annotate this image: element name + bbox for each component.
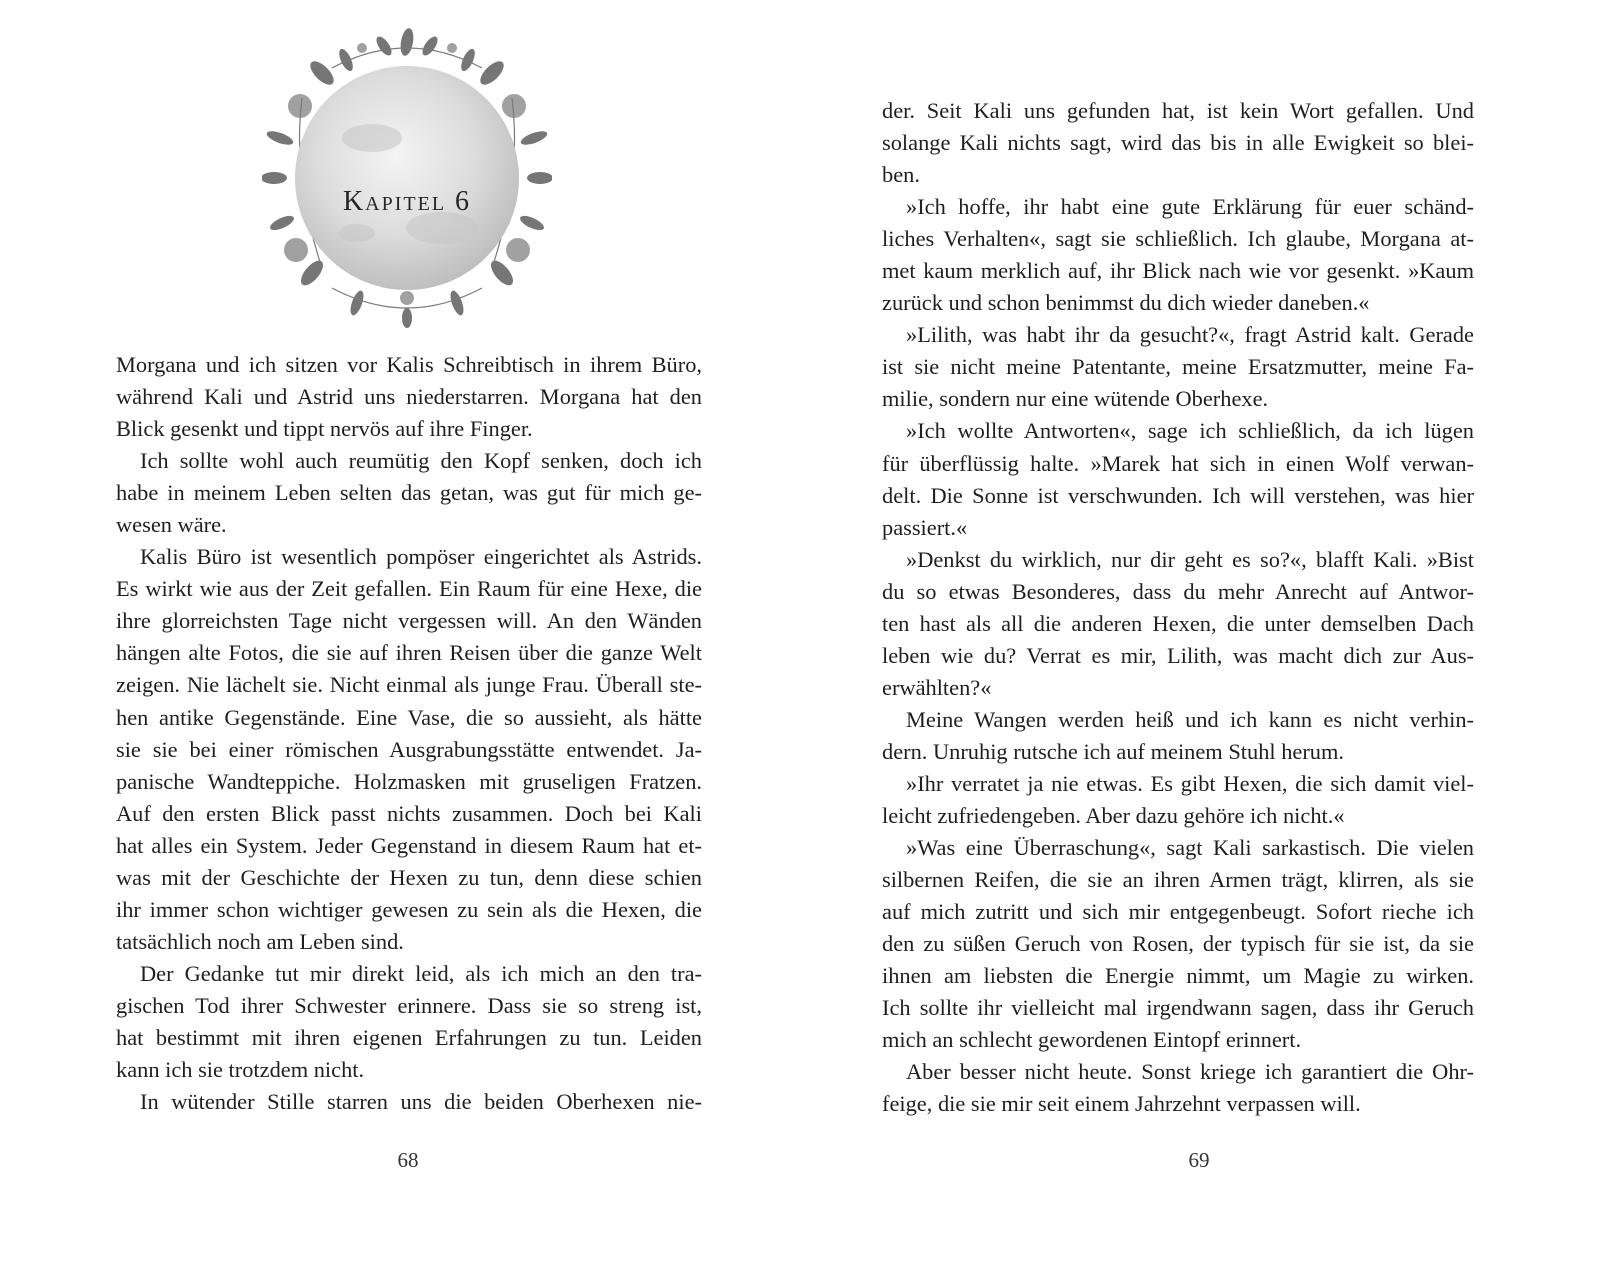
- text-line: ihre glorreichsten Tage nicht vergessen will. An den Wänden: [116, 608, 702, 634]
- text-line: auf mich zutritt und sich mir entgegenbeugt. Sofort rieche ich: [882, 899, 1474, 925]
- text-line: hen antike Gegenstände. Eine Vase, die so aussieht, als hätte: [116, 704, 702, 730]
- text-line: hat bestimmt mit ihren eigenen Erfahrungen zu tun. Leiden: [116, 1024, 702, 1050]
- page-number: 68: [397, 1148, 419, 1172]
- floral-wreath-moon-icon: [262, 28, 552, 328]
- text-line: Ich sollte wohl auch reumütig den Kopf senken, doch ich: [140, 448, 702, 474]
- text-line: der. Seit Kali uns gefunden hat, ist kein Wort gefallen. Und: [882, 98, 1474, 123]
- text-line: delt. Die Sonne ist verschwunden. Ich will verstehen, was hier: [882, 482, 1474, 508]
- text-line: ten hast als all die anderen Hexen, die unter demselben Dach: [882, 610, 1474, 636]
- chapter-emblem: [262, 28, 552, 328]
- text-line: Morgana und ich sitzen vor Kalis Schreibtisch in ihrem Büro,: [116, 352, 702, 377]
- text-line: sie sie bei einer römischen Ausgrabungsstätte entwendet. Ja-: [116, 736, 702, 762]
- text-line: ist sie nicht meine Patentante, meine Ersatzmutter, meine Fa-: [882, 354, 1474, 380]
- text-line: Aber besser nicht heute. Sonst kriege ich garantiert die Ohr-: [906, 1059, 1474, 1085]
- text-line: hat alles ein System. Jeder Gegenstand in diesem Raum hat et-: [116, 832, 702, 858]
- left-page-body: [116, 349, 702, 1118]
- text-line: »Ich hoffe, ihr habt eine gute Erklärung für euer schänd-: [906, 194, 1474, 220]
- text-line: Kalis Büro ist wesentlich pompöser eingerichtet als Astrids.: [140, 544, 702, 570]
- text-line: dern. Unruhig rutsche ich auf meinem Stuhl herum.: [882, 738, 1345, 764]
- chapter-title: Kapitel 6: [342, 186, 472, 217]
- text-line: ihnen am liebsten die Energie nimmt, um Magie zu wirken.: [882, 963, 1474, 989]
- text-line: silbernen Reifen, die sie an ihren Armen trägt, klirren, als sie: [882, 867, 1474, 893]
- text-line: liches Verhalten«, sagt sie schließlich. Ich glaube, Morgana at-: [882, 226, 1474, 252]
- text-line: leicht zufriedengeben. Aber dazu gehöre ich nicht.«: [882, 803, 1345, 829]
- text-line: Meine Wangen werden heiß und ich kann es nicht verhin-: [906, 706, 1474, 732]
- text-line: »Lilith, was habt ihr da gesucht?«, fragt Astrid kalt. Gerade: [906, 322, 1474, 348]
- text-line: habe in meinem Leben selten das getan, was gut für mich ge-: [116, 480, 702, 506]
- right-page-body: [882, 95, 1474, 1121]
- page-number: 69: [1188, 1148, 1210, 1172]
- text-line: ben.: [882, 162, 920, 188]
- text-line: den zu süßen Geruch von Rosen, der typisch für sie ist, da sie: [882, 931, 1474, 957]
- text-line: Ich sollte ihr vielleicht mal irgendwann sagen, dass ihr Geruch: [882, 995, 1474, 1021]
- text-line: ihr immer schon wichtiger gewesen zu sein als die Hexen, die: [116, 896, 702, 922]
- text-line: Blick gesenkt und tippt nervös auf ihre Finger.: [116, 416, 533, 442]
- text-line: Der Gedanke tut mir direkt leid, als ich mich an den tra-: [140, 960, 702, 986]
- text-line: »Denkst du wirklich, nur dir geht es so?«, blafft Kali. »Bist: [906, 546, 1474, 572]
- text-line: während Kali und Astrid uns niederstarren. Morgana hat den: [116, 384, 702, 410]
- text-line: für überflüssig halte. »Marek hat sich in einen Wolf verwan-: [882, 450, 1474, 476]
- text-line: kann ich sie trotzdem nicht.: [116, 1057, 365, 1083]
- text-line: »Ihr verratet ja nie etwas. Es gibt Hexen, die sich damit viel-: [906, 770, 1474, 796]
- text-line: wesen wäre.: [116, 512, 227, 538]
- text-line: »Was eine Überraschung«, sagt Kali sarkastisch. Die vielen: [906, 835, 1474, 861]
- text-line: »Ich wollte Antworten«, sage ich schließlich, da ich lügen: [906, 418, 1474, 444]
- text-line: was mit der Geschichte der Hexen zu tun, denn diese schien: [116, 864, 702, 890]
- text-line: solange Kali nichts sagt, wird das bis in alle Ewigkeit so blei-: [882, 130, 1474, 156]
- text-line: leben wie du? Verrat es mir, Lilith, was macht dich zur Aus-: [882, 642, 1474, 668]
- text-line: zeigen. Nie lächelt sie. Nicht einmal als junge Frau. Überall ste-: [116, 672, 702, 698]
- text-line: mich an schlecht gewordenen Eintopf erinnert.: [882, 1027, 1302, 1053]
- text-line: feige, die sie mir seit einem Jahrzehnt verpassen will.: [882, 1091, 1361, 1117]
- text-line: Auf den ersten Blick passt nichts zusammen. Doch bei Kali: [116, 800, 702, 826]
- text-line: met kaum merklich auf, ihr Blick nach wie vor gesenkt. »Kaum: [882, 258, 1474, 284]
- text-line: tatsächlich noch am Leben sind.: [116, 928, 404, 954]
- text-line: hängen alte Fotos, die sie auf ihren Reisen über die ganze Welt: [116, 640, 702, 666]
- text-line: du so etwas Besonderes, dass du mehr Anrecht auf Antwor-: [882, 578, 1474, 604]
- text-line: In wütender Stille starren uns die beiden Oberhexen nie-: [140, 1089, 702, 1115]
- right-page: [800, 0, 1600, 1274]
- moon-icon: [295, 66, 519, 290]
- text-line: zurück und schon benimmst du dich wieder daneben.«: [882, 290, 1370, 316]
- text-line: milie, sondern nur eine wütende Oberhexe.: [882, 386, 1269, 412]
- text-line: gischen Tod ihrer Schwester erinnere. Dass sie so streng ist,: [116, 992, 702, 1018]
- text-line: panische Wandteppiche. Holzmasken mit gruseligen Fratzen.: [116, 768, 702, 794]
- text-line: erwählten?«: [882, 674, 992, 700]
- text-line: passiert.«: [882, 514, 968, 540]
- text-line: Es wirkt wie aus der Zeit gefallen. Ein Raum für eine Hexe, die: [116, 576, 702, 602]
